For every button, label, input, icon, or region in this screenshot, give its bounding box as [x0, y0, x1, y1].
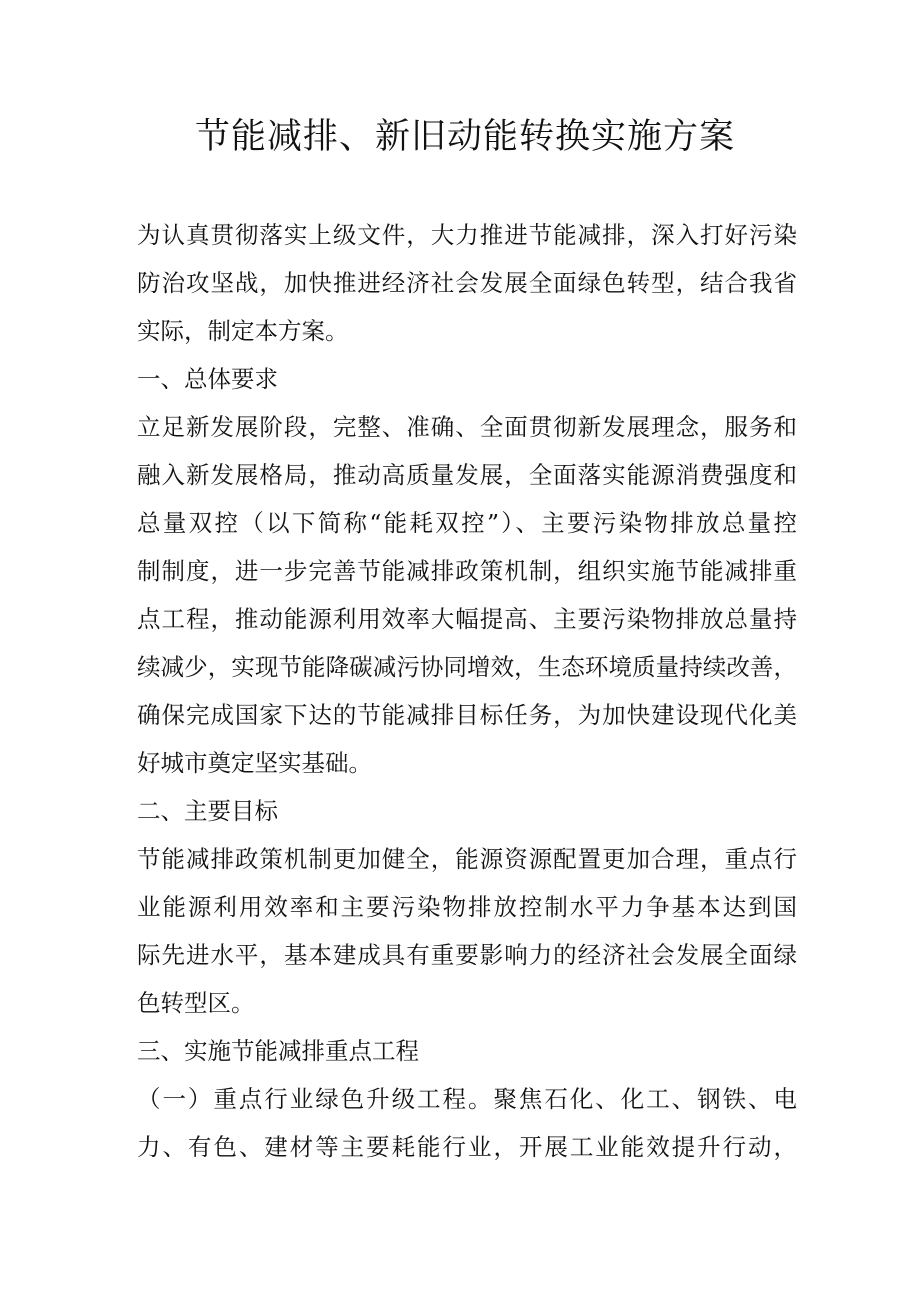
paragraph-line: 点工程，推动能源利用效率大幅提高、主要污染物排放总量持 — [137, 605, 797, 633]
paragraph-line: 好城市奠定坚实基础。 — [137, 749, 372, 777]
document-body — [137, 211, 797, 1171]
section-heading: 一、总体要求 — [137, 365, 278, 393]
paragraph-line: 总量双控（以下简称“能耗双控”）、主要污染物排放总量控 — [137, 509, 797, 537]
section-heading: 二、主要目标 — [137, 797, 278, 825]
document-title: 节能减排、新旧动能转换实施方案 — [194, 117, 735, 157]
paragraph-line: 节能减排政策机制更加健全，能源资源配置更加合理，重点行 — [137, 845, 797, 873]
section-heading: 三、实施节能减排重点工程 — [137, 1037, 419, 1065]
paragraph-line: 际先进水平，基本建成具有重要影响力的经济社会发展全面绿 — [137, 941, 797, 969]
paragraph-line: 立足新发展阶段，完整、准确、全面贯彻新发展理念，服务和 — [137, 413, 797, 441]
section2-paragraph — [137, 835, 797, 1027]
section1-paragraph — [137, 403, 797, 787]
paragraph-line: 为认真贯彻落实上级文件，大力推进节能减排，深入打好污染 — [137, 221, 797, 249]
paragraph-line: （一）重点行业绿色升级工程。聚焦石化、化工、钢铁、电 — [137, 1085, 797, 1113]
paragraph-line: 色转型区。 — [137, 989, 255, 1017]
paragraph-line: 融入新发展格局，推动高质量发展，全面落实能源消费强度和 — [137, 461, 797, 489]
paragraph-line: 确保完成国家下达的节能减排目标任务，为加快建设现代化美 — [137, 701, 797, 729]
paragraph-line: 实际，制定本方案。 — [137, 317, 349, 345]
paragraph-line: 业能源利用效率和主要污染物排放控制水平力争基本达到国 — [137, 893, 797, 921]
paragraph-line: 制制度，进一步完善节能减排政策机制，组织实施节能减排重 — [137, 557, 797, 585]
paragraph-line: 续减少，实现节能降碳减污协同增效，生态环境质量持续改善， — [137, 653, 797, 681]
intro-paragraph — [137, 211, 797, 355]
paragraph-line: 力、有色、建材等主要耗能行业，开展工业能效提升行动， — [137, 1133, 797, 1161]
section3-paragraph — [137, 1075, 797, 1171]
paragraph-line: 防治攻坚战，加快推进经济社会发展全面绿色转型，结合我省 — [137, 269, 797, 297]
